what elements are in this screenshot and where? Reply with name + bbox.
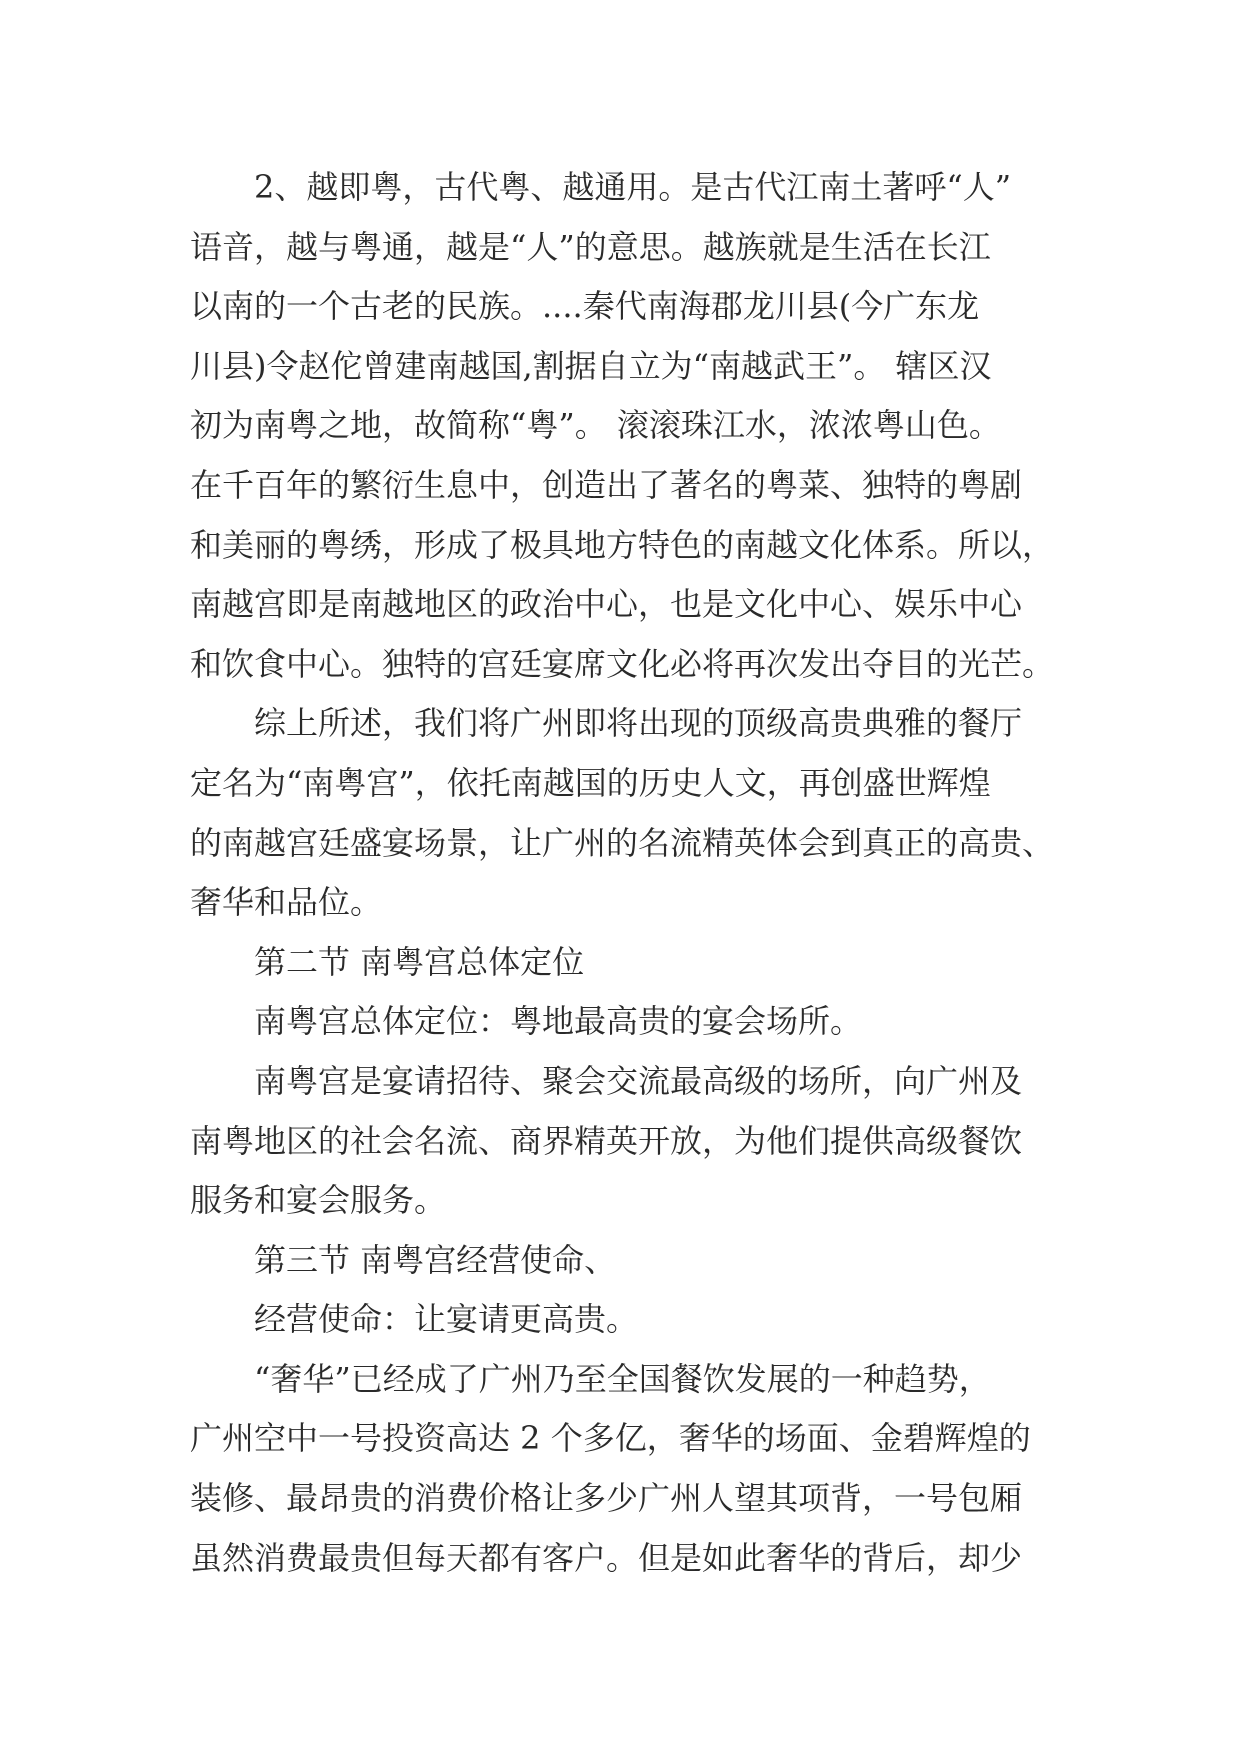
paragraph-yue-origin-line-8: 南越宫即是南越地区的政治中心，也是文化中心、娱乐中心 [190, 585, 1023, 624]
paragraph-summary-line-3: 的南越宫廷盛宴场景，让广州的名流精英体会到真正的高贵、 [190, 823, 1055, 862]
paragraph-luxury-line-1: “奢华”已经成了广州乃至全国餐饮发展的一种趋势， [254, 1359, 991, 1398]
paragraph-yue-origin-line-6: 在千百年的繁衍生息中，创造出了著名的粤菜、独特的粤剧 [190, 465, 1023, 504]
paragraph-summary-line-2: 定名为“南粤宫”，依托南越国的历史人文，再创盛世辉煌 [190, 763, 991, 802]
paragraph-yue-origin-line-1: 2、越即粤，古代粤、越通用。是古代江南土著呼“人” [254, 168, 1012, 206]
paragraph-yue-origin-line-4: 川县)令赵佗曾建南越国,割据自立为“南越武王”。 辖区汉 [190, 346, 992, 385]
section-heading-2: 第二节 南粤宫总体定位 [254, 942, 585, 981]
paragraph-venue-line-2: 南粤地区的社会名流、商界精英开放，为他们提供高级餐饮 [190, 1121, 1023, 1160]
section-heading-3: 第三节 南粤宫经营使命、 [254, 1240, 617, 1279]
paragraph-yue-origin-line-7: 和美丽的粤绣，形成了极具地方特色的南越文化体系。所以， [190, 525, 1055, 564]
document-body [190, 158, 1055, 1588]
paragraph-yue-origin-line-5: 初为南粤之地，故简称“粤”。 滚滚珠江水，浓浓粤山色。 [190, 406, 1001, 445]
paragraph-venue-line-1: 南粤宫是宴请招待、聚会交流最高级的场所，向广州及 [254, 1061, 1023, 1100]
paragraph-luxury-line-2: 广州空中一号投资高达 2 个多亿，奢华的场面、金碧辉煌的 [190, 1419, 1031, 1458]
paragraph-luxury-line-4: 虽然消费最贵但每天都有客户。但是如此奢华的背后，却少 [190, 1538, 1023, 1577]
paragraph-mission: 经营使命：让宴请更高贵。 [254, 1300, 639, 1339]
paragraph-positioning: 南粤宫总体定位：粤地最高贵的宴会场所。 [254, 1002, 863, 1041]
paragraph-yue-origin-line-9: 和饮食中心。独特的宫廷宴席文化必将再次发出夺目的光芒。 [190, 644, 1055, 683]
paragraph-venue-line-3: 服务和宴会服务。 [190, 1181, 447, 1220]
paragraph-summary-line-4: 奢华和品位。 [190, 883, 383, 922]
paragraph-yue-origin-line-2: 语音，越与粤通，越是“人”的意思。越族就是生活在长江 [190, 227, 991, 266]
paragraph-luxury-line-3: 装修、最昂贵的消费价格让多少广州人望其项背，一号包厢 [190, 1479, 1023, 1518]
paragraph-summary-line-1: 综上所述，我们将广州即将出现的顶级高贵典雅的餐厅 [254, 704, 1023, 743]
paragraph-yue-origin-line-3: 以南的一个古老的民族。....秦代南海郡龙川县(今广东龙 [190, 287, 980, 326]
